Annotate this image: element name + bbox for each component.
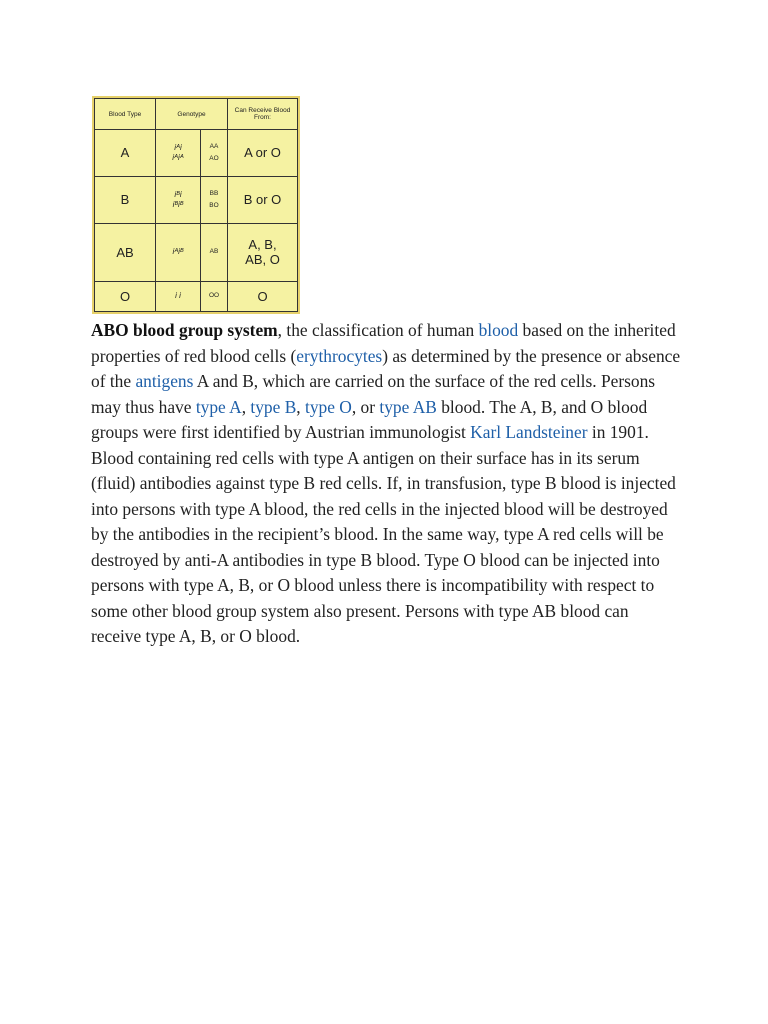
genotype-code-cell [201, 281, 228, 311]
genotype-code: AO [209, 154, 219, 162]
table-header-row [95, 99, 298, 130]
article-paragraph [91, 318, 681, 650]
can-receive-cell [228, 223, 298, 281]
genotype-code: OO [208, 292, 220, 300]
genotype-cell [156, 130, 201, 177]
can-receive-cell [228, 281, 298, 311]
genotype-cell [156, 281, 201, 311]
link-karl-landsteiner[interactable]: Karl Landsteiner [470, 422, 588, 442]
article-text: based on the inherited properties of red blood cells ( [91, 320, 676, 366]
blood-type-cell: A [95, 130, 156, 177]
can-receive-line: A or O [244, 145, 281, 161]
article-text: ) as determined by the presence or absence of the [91, 345, 681, 391]
article-text: , [241, 396, 251, 417]
link-type-o[interactable]: type O [305, 396, 352, 417]
header-genotype: Genotype [156, 99, 228, 130]
can-receive-cell [228, 176, 298, 223]
genotype-code-cell [201, 223, 228, 281]
can-receive-line: O [257, 288, 268, 304]
article-text: , the classification of human [277, 320, 479, 340]
table-row [95, 281, 298, 311]
genotype-line: iᴬiᴮ [172, 247, 184, 257]
link-erythrocytes[interactable]: erythrocytes [296, 345, 383, 366]
link-blood[interactable]: blood [478, 320, 519, 340]
blood-type-cell: AB [95, 223, 156, 281]
can-receive-cell [228, 130, 298, 177]
genotype-cell [156, 223, 201, 281]
abo-table-image [92, 96, 300, 314]
link-type-ab[interactable]: type AB [379, 396, 437, 417]
genotype-code: BB [209, 189, 219, 197]
table-row [95, 130, 298, 177]
header-can-receive: Can Receive Blood From: [228, 99, 298, 130]
header-blood-type: Blood Type [95, 99, 156, 130]
blood-type-cell: B [95, 176, 156, 223]
article-text: , [296, 396, 305, 417]
table-row [95, 176, 298, 223]
table-row [95, 223, 298, 281]
genotype-line: i i [175, 291, 181, 301]
can-receive-line: A, B, [248, 237, 277, 253]
link-type-b[interactable]: type B [250, 396, 297, 417]
genotype-code: AB [209, 248, 219, 256]
genotype-code-cell [201, 130, 228, 177]
link-antigens[interactable]: antigens [135, 371, 194, 391]
article-text: , or [351, 396, 380, 417]
genotype-line: iᴮiᴮ [172, 199, 184, 209]
article-term: ABO blood group system [91, 320, 278, 340]
can-receive-line: AB, O [245, 252, 280, 268]
genotype-cell [156, 176, 201, 223]
genotype-line: iᴬiᴬ [172, 152, 184, 162]
blood-type-cell: O [95, 281, 156, 311]
article-text: in 1901. Blood containing red cells with type A antigen on their surface has in its serum (fluid) antibodies against type B red cells. If, in transfusion, type B blood is injected into persons with type A blood, the red cells in the injected blood will be destroyed by the antibodies in the recipient’s blood. In the same way, type A red cells will be destroyed by anti-A antibodies in type B blood. Type O blood can be injected into persons with type A, B, or O blood unless there is incompatibility with respect to some other blood group system also present. Persons with type AB blood can receive type A, B, or O blood. [91, 422, 676, 646]
genotype-line: iᴮi [174, 189, 182, 199]
can-receive-line: B or O [243, 192, 282, 208]
article-text: blood. The A, B, and O blood groups were first identified by Austrian immunologist [91, 396, 648, 442]
genotype-code: BO [209, 201, 219, 209]
genotype-code-cell [201, 176, 228, 223]
genotype-code: AA [209, 142, 219, 150]
article-text: A and B, which are carried on the surface of the red cells. Persons may thus have [91, 371, 656, 417]
genotype-line: iᴬi [174, 142, 182, 152]
abo-table [94, 98, 298, 312]
link-type-a[interactable]: type A [195, 396, 242, 417]
